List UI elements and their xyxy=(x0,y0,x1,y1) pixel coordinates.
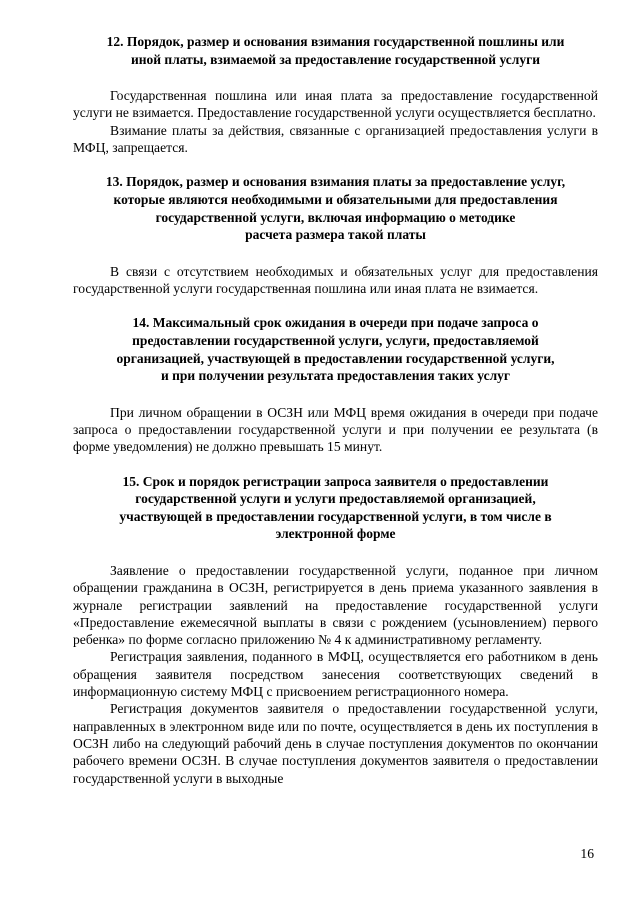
paragraph: Регистрация документов заявителя о предоставлении государственной услуги, направленных в электронном виде или по почте, осуществляется в день их поступления в ОСЗН либо на следующий рабочий день в случае поступления документов по окончании рабочего времени ОСЗН. В случае поступления документов заявителя о предоставлении государственной услуги в выходные xyxy=(73,701,598,786)
heading-line: иной платы, взимаемой за предоставление государственной услуги xyxy=(130,51,541,67)
heading-line: 12. Порядок, размер и основания взимания государственной пошлины или xyxy=(106,34,565,49)
section-15 xyxy=(73,473,598,787)
paragraph: В связи с отсутствием необходимых и обязательных услуг для предоставления государственной услуги государственная пошлина или иная плата не взимается. xyxy=(73,263,598,297)
page-number: 16 xyxy=(580,846,594,861)
paragraph: Государственная пошлина или иная плата за предоставление государственной услуги не взимается. Предоставление государственной услуги осуществляется бесплатно. xyxy=(73,88,598,121)
heading-line: 15. Срок и порядок регистрации запроса заявителя о предоставлении xyxy=(122,473,549,489)
section-13-heading xyxy=(73,173,598,243)
heading-line: государственной услуги и услуги предоставляемой организацией, xyxy=(135,491,536,507)
heading-line: 13. Порядок, размер и основания взимания платы за предоставление услуг, xyxy=(105,174,566,190)
section-14-heading xyxy=(73,314,598,384)
heading-line: которые являются необходимыми и обязательными для предоставления xyxy=(113,191,558,207)
heading-line: и при получении результата предоставления таких услуг xyxy=(160,368,511,384)
section-15-heading xyxy=(73,473,598,543)
section-14 xyxy=(73,314,598,455)
paragraph: Взимание платы за действия, связанные с организацией предоставления услуги в МФЦ, запрещается. xyxy=(73,122,598,156)
heading-line: участвующей в предоставлении государственной услуги, в том числе в xyxy=(119,508,552,524)
heading-line: предоставлении государственной услуги, услуги, предоставляемой xyxy=(132,332,539,348)
section-13 xyxy=(73,173,598,297)
heading-line: государственной услуги, включая информацию о методике xyxy=(155,209,516,225)
heading-line: 14. Максимальный срок ожидания в очереди при подаче запроса о xyxy=(132,315,539,331)
paragraph: Регистрация заявления, поданного в МФЦ, осуществляется его работником в день обращения заявителя посредством занесения соответствующих сведений в информационную систему МФЦ с присвоением регистрационного номера. xyxy=(73,649,598,700)
heading-line: организацией, участвующей в предоставлении государственной услуги, xyxy=(116,350,555,366)
section-12-heading xyxy=(73,33,598,68)
heading-line: расчета размера такой платы xyxy=(245,227,426,243)
paragraph: При личном обращении в ОСЗН или МФЦ время ожидания в очереди при подаче запроса о предоставлении государственной услуги и при получении ее результата (в форме уведомления) не должно превышать 15 минут. xyxy=(73,404,598,455)
document-body xyxy=(73,33,598,787)
heading-line: электронной форме xyxy=(275,526,396,542)
section-12 xyxy=(73,33,598,156)
paragraph: Заявление о предоставлении государственной услуги, поданное при личном обращении гражданина в ОСЗН, регистрируется в день приема указанного заявления в журнале регистрации заявлений на предоставление государственной услуги «Предоставление ежемесячной выплаты в связи с рождением (усыновлением) первого ребенка» по форме согласно приложению № 4 к административному регламенту. xyxy=(73,562,598,648)
